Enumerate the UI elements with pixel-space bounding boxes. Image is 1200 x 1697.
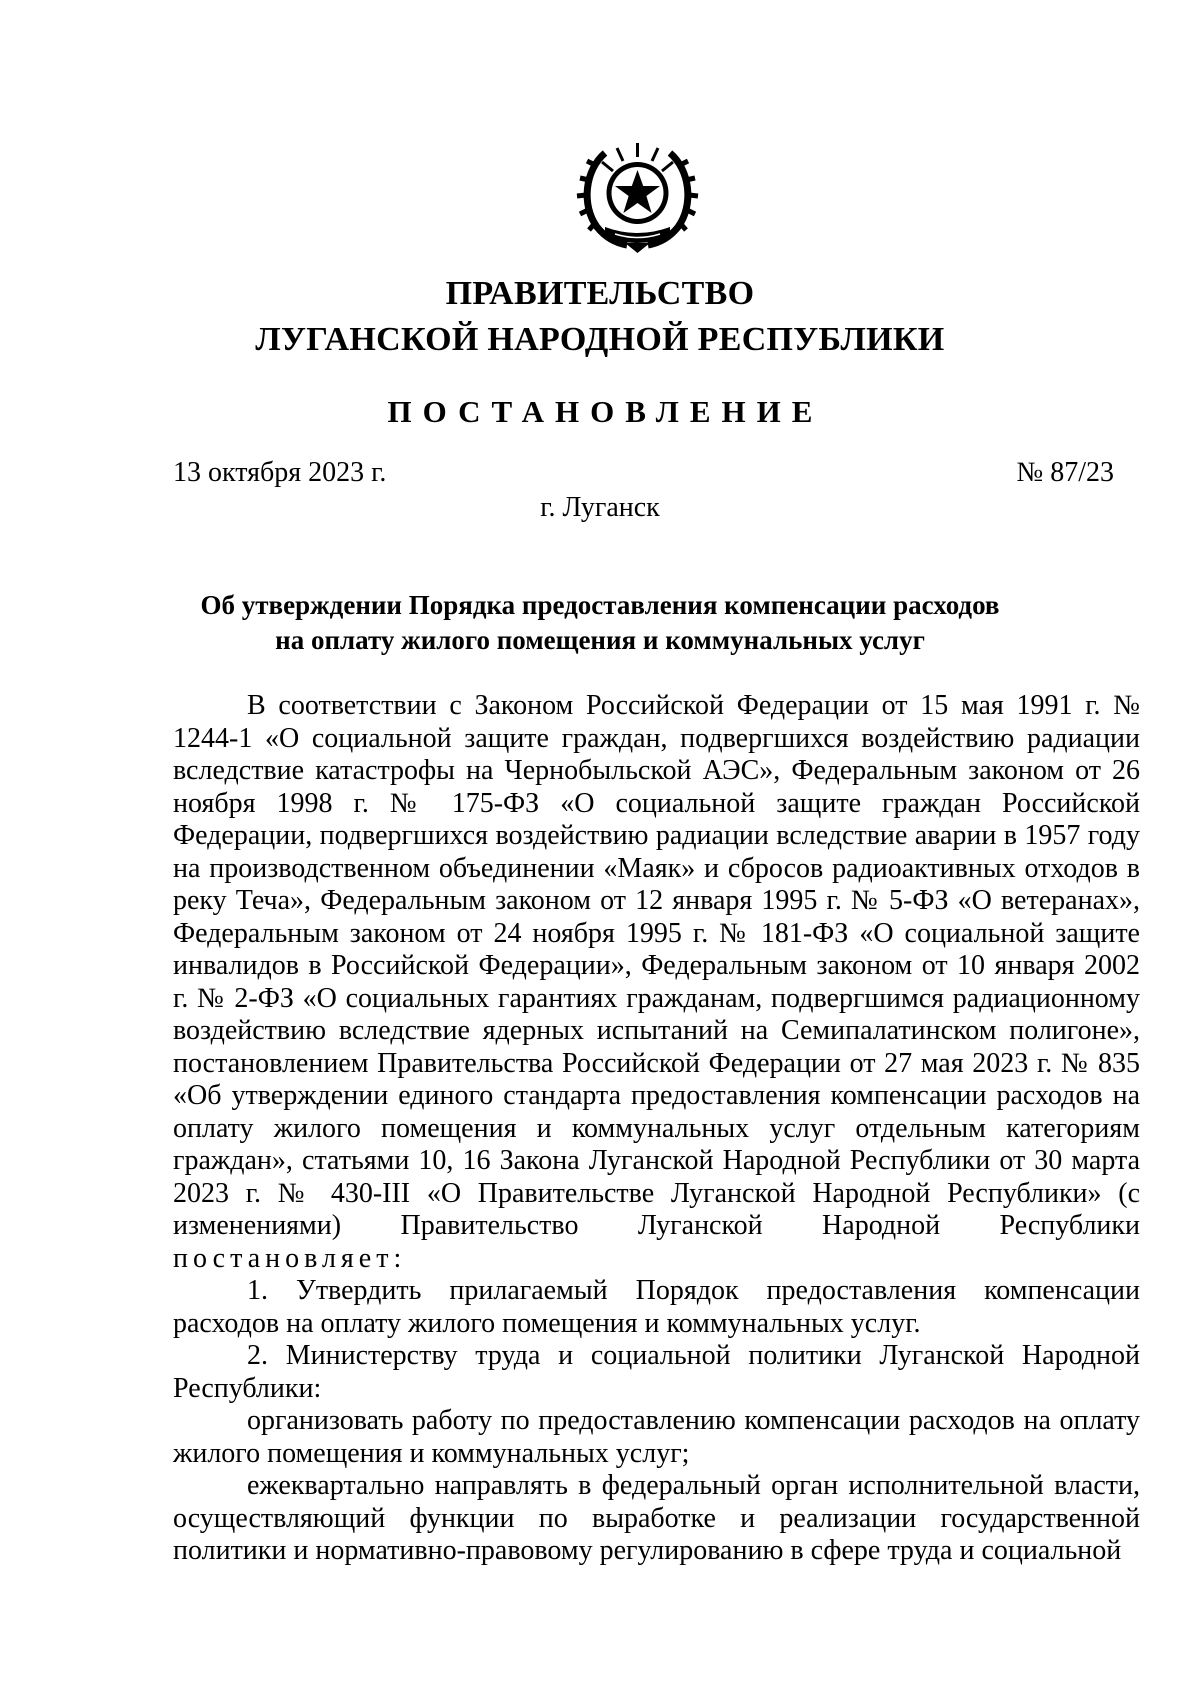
government-title-line-1: ПРАВИТЕЛЬСТВО — [445, 275, 755, 312]
preamble-colon: : — [393, 1242, 402, 1274]
document-number: № 87/23 — [1016, 457, 1114, 488]
item-1-paragraph: 1. Утвердить прилагаемый Порядок предоставления компенсации расходов на оплату жилого помещения и коммунальных услуг. — [173, 1275, 1140, 1339]
document-city: г. Луганск — [540, 492, 660, 523]
document-body — [173, 690, 1140, 1568]
subject-title-line-1: Об утверждении Порядка предоставления компенсации расходов — [200, 590, 1000, 620]
subject-title-line-2: на оплату жилого помещения и коммунальных услуг — [275, 625, 925, 655]
preamble-text: В соответствии с Законом Российской Федерации от 15 мая 1991 г. № 1244-1 «О социальной защите граждан, подвергшихся воздействию радиации вследствие катастрофы на Чернобыльской АЭС», Федеральным законом от 26 ноября 1998 г. № 175-ФЗ «О социальной защите граждан Российской Федерации, подвергшихся воздействию радиации вследствие аварии в 1957 году на производственном объединении «Маяк» и сбросов радиоактивных отходов в реку Теча», Федеральным законом от 12 января 1995 г. № 5-ФЗ «О ветеранах», Федеральным законом от 24 ноября 1995 г. № 181-ФЗ «О социальной защите инвалидов в Российской Федерации», Федеральным законом от 10 января 2002 г. № 2-ФЗ «О социальных гарантиях гражданам, подвергшимся радиационному воздействию вследствие ядерных испытаний на Семипалатинском полигоне», постановлением Правительства Российской Федерации от 27 мая 2023 г. № 835 «Об утверждении единого стандарта предоставления компенсации расходов на оплату жилого помещения и коммунальных услуг отдельным категориям граждан», статьями 10, 16 Закона Луганской Народной Республики от 30 марта 2023 г. № 430-III «О Правительстве Луганской Народной Республики» (с изменениями) Правительство Луганской Народной Республики — [173, 690, 1140, 1241]
resolution-verb: постановляет — [173, 1242, 394, 1274]
government-title-line-2: ЛУГАНСКОЙ НАРОДНОЙ РЕСПУБЛИКИ — [255, 321, 945, 358]
lpr-coat-of-arms-icon — [575, 135, 700, 255]
document-type-heading: ПОСТАНОВЛЕНИЕ — [387, 394, 824, 429]
item-2-subitem-b: ежеквартально направлять в федеральный орган исполнительной власти, осуществляющий функции по выработке и реализации государственной политики и нормативно-правовому регулированию в сфере труда и социальной — [173, 1470, 1140, 1566]
item-2-paragraph: 2. Министерству труда и социальной политики Луганской Народной Республики: — [173, 1340, 1140, 1404]
item-2-subitem-a: организовать работу по предоставлению компенсации расходов на оплату жилого помещения и коммунальных услуг; — [173, 1405, 1140, 1469]
document-date: 13 октября 2023 г. — [173, 457, 387, 488]
preamble-paragraph — [173, 690, 1140, 1275]
